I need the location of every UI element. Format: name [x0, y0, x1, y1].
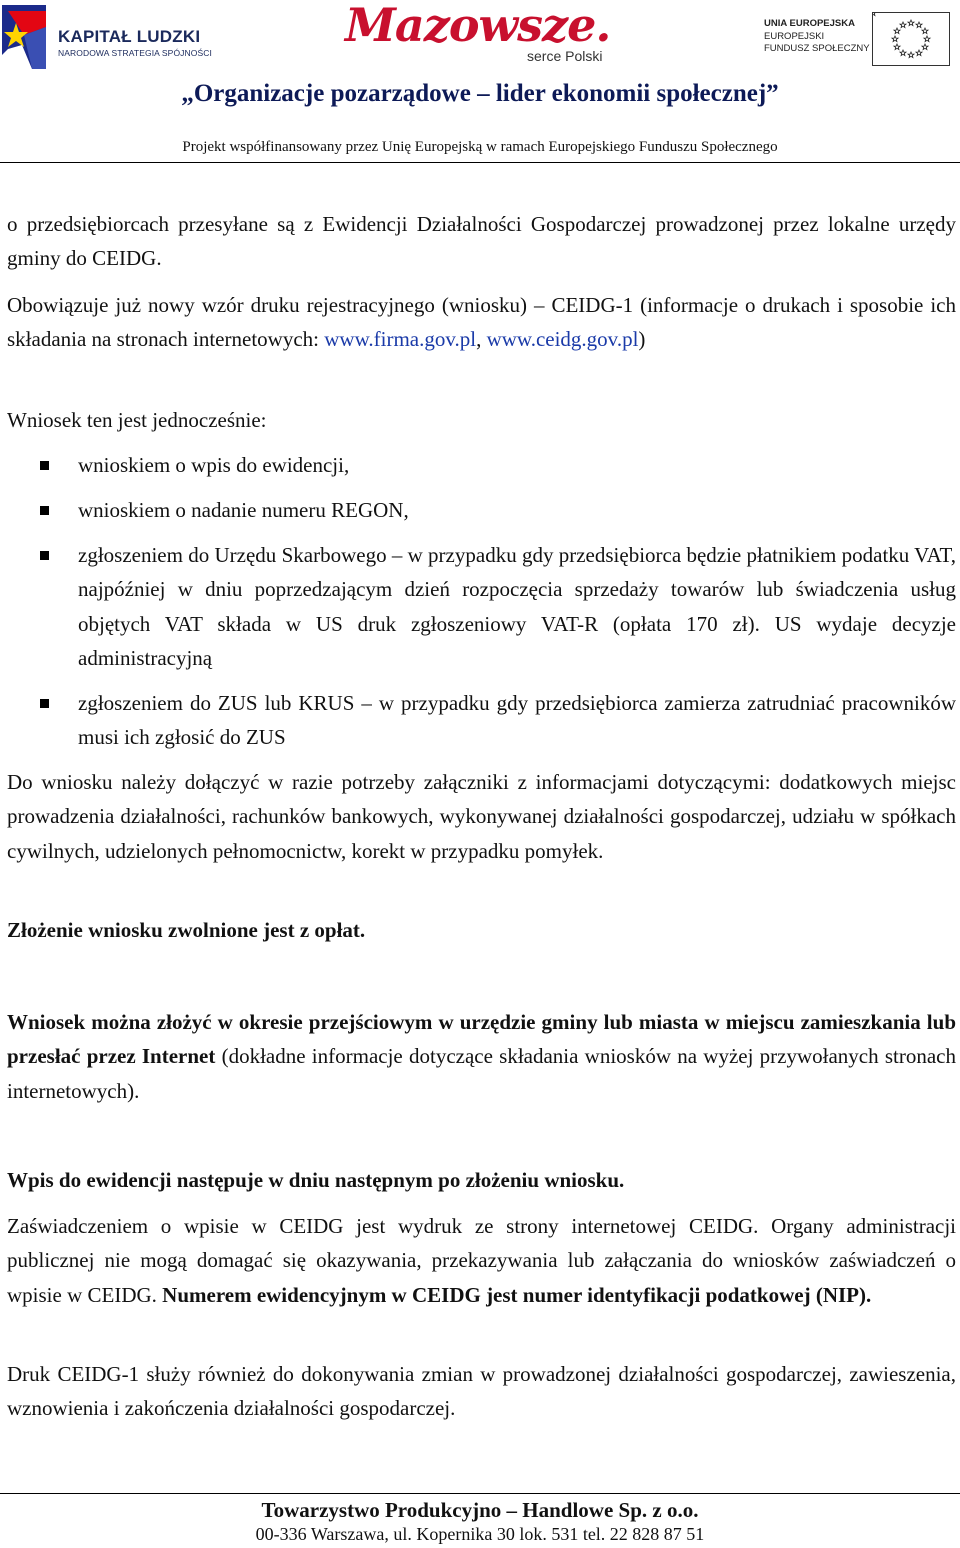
paragraph-certificate [7, 1209, 956, 1312]
bullet-square-icon [40, 699, 49, 708]
bullet-square-icon [40, 461, 49, 470]
footer-address: 00-336 Warszawa, ul. Kopernika 30 lok. 531 tel. 22 828 87 51 [255, 1524, 705, 1544]
eu-logo [764, 12, 956, 68]
paragraph-text: (dokładne informacje dotyczące składania wniosków na wyżej przywołanych stronach internetowych). [7, 1044, 956, 1103]
mazowsze-wordmark: Mazowsze. [345, 0, 611, 52]
project-title: „Organizacje pozarządowe – lider ekonomii społecznej” [181, 80, 779, 107]
paragraph-end: ) [638, 327, 646, 352]
footer-divider [0, 1493, 960, 1494]
eu-logo-text [764, 18, 870, 56]
paragraph-ceidg-form [7, 288, 956, 357]
list-item-text: zgłoszeniem do ZUS lub KRUS – w przypadku gdy przedsiębiorca zamierza zatrudniać pracowników musi ich zgłosić do ZUS [78, 691, 956, 750]
paragraph-fee-free [7, 913, 956, 947]
paragraph-submission [7, 1005, 956, 1108]
paragraph-text: Druk CEIDG-1 służy również do dokonywania zmian w prowadzonej działalności gospodarczej, zawieszenia, wznowienia i zakończenia działalności gospodarczej. [7, 1362, 956, 1421]
firma-gov-link[interactable]: www.firma.gov.pl [324, 327, 477, 352]
paragraph-entry-date [7, 1163, 956, 1197]
link-separator: , [476, 327, 487, 352]
list-item-text: wnioskiem o nadanie numeru REGON, [78, 498, 409, 522]
eu-logo-line3: FUNDUSZ SPOŁECZNY [764, 43, 870, 54]
logo-bar [0, 0, 960, 75]
paragraph-text: Do wniosku należy dołączyć w razie potrzeby załączniki z informacjami dotyczącymi: dodatkowych miejsc prowadzenia działalności, rachunków bankowych, wykonywanej działalności gospodarczej, udziału w spółkach cywilnych, udzielonych pełnomocnictw, korekt w przypadku pomyłek. [7, 770, 956, 863]
paragraph-bold-text: Wniosek można złożyć w okresie przejściowym w urzędzie gminy lub miasta w miejscu zamieszkania lub przesłać przez Internet [7, 1010, 956, 1069]
paragraph-intro-list [7, 403, 956, 437]
eu-logo-line1: UNIA EUROPEJSKA [764, 18, 855, 29]
header-divider [0, 162, 960, 163]
bullet-square-icon [40, 551, 49, 560]
kapital-ludzki-logo [0, 5, 220, 71]
paragraph-changes [7, 1357, 956, 1426]
eu-flag-icon [872, 12, 950, 66]
eu-logo-line2: EUROPEJSKI [764, 30, 825, 42]
paragraph-ewidencja [7, 207, 956, 276]
list-item-text: wnioskiem o wpis do ewidencji, [78, 453, 350, 477]
paragraph-bold-text: Numerem ewidencyjnym w CEIDG jest numer identyfikacji podatkowej (NIP). [162, 1282, 872, 1307]
ceidg-gov-link[interactable]: www.ceidg.gov.pl [486, 327, 639, 352]
paragraph-text: Wpis do ewidencji następuje w dniu następnym po złożeniu wniosku. [7, 1168, 625, 1192]
kapital-ludzki-subtitle: NARODOWA STRATEGIA SPÓJNOŚCI [58, 48, 212, 58]
paragraph-text: Złożenie wniosku zwolnione jest z opłat. [7, 918, 366, 942]
paragraph-attachments [7, 765, 956, 868]
paragraph-text: Obowiązuje już nowy wzór druku rejestracyjnego (wniosku) – CEIDG-1 (informacje o drukach i sposobie ich składania na stronach internetowych: [7, 293, 956, 352]
list-item-text: zgłoszeniem do Urzędu Skarbowego – w przypadku gdy przedsiębiorca będzie płatnikiem podatku VAT, najpóźniej w dniu poprzedzającym dzień rozpoczęcia sprzedaży towarów lub świadczenia usług objętych VAT składa w US druk zgłoszeniowy VAT-R (opłata 170 zł). US wydaje decyzje administracyjną [78, 543, 956, 671]
footer-organization: Towarzystwo Produkcyjno – Handlowe Sp. z o.o. [261, 1498, 699, 1522]
mazowsze-logo [345, 0, 625, 70]
bullet-square-icon [40, 506, 49, 515]
kapital-ludzki-title: KAPITAŁ LUDZKI [58, 27, 201, 46]
mazowsze-tagline: serce Polski [527, 48, 603, 64]
kapital-ludzki-star-icon [2, 5, 46, 69]
paragraph-text: o przedsiębiorcach przesyłane są z Ewidencji Działalności Gospodarczej prowadzonej przez lokalne urzędy gminy do CEIDG. [7, 212, 956, 271]
paragraph-text: Wniosek ten jest jednocześnie: [7, 408, 267, 432]
project-subtitle: Projekt współfinansowany przez Unię Europejską w ramach Europejskiego Funduszu Społecznego [182, 139, 778, 155]
paragraph-text: Zaświadczeniem o wpisie w CEIDG jest wydruk ze strony internetowej CEIDG. Organy administracji publicznej nie mogą domagać się okazywania, przekazywania lub załączania do wniosków zaświadczeń o wpisie w CEIDG. [7, 1214, 956, 1307]
